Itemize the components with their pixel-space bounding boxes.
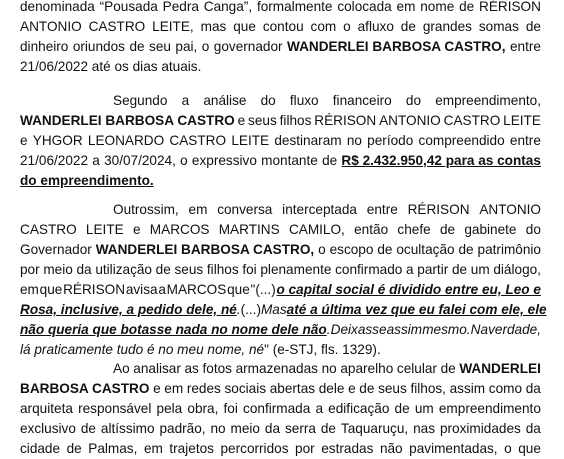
person-name: WANDERLEI BARBOSA CASTRO, xyxy=(287,39,506,54)
paragraph-line xyxy=(20,171,541,191)
quote-emphasis: até a última vez que eu falei com ele, ele xyxy=(286,302,547,317)
paragraph-line: dinheiro oriundos de seu pai, o governador WANDERLEI BARBOSA CASTRO, entre xyxy=(20,37,541,57)
paragraph-line: denominada “Pousada Pedra Canga”, formalmente colocada em nome de RÉRISON xyxy=(20,0,541,14)
amount-highlight: do empreendimento. xyxy=(20,173,154,188)
paragraph-line: WANDERLEI BARBOSA CASTRO e seus filhos RÉRISON ANTONIO CASTRO LEITE xyxy=(20,111,541,131)
paragraph-line: não queria que botasse nada no nome dele não . Deixasse assim mesmo. Na verdade, xyxy=(20,320,541,340)
paragraph-line: exclusivo de altíssimo padrão, no meio da serra de Taquaruçu, nas proximidades da xyxy=(20,421,541,436)
paragraph-line: arquiteta responsável pela obra, foi confirmada a edificação de um empreendimento xyxy=(20,401,541,416)
person-name: WANDERLEI xyxy=(459,361,541,376)
paragraph-line: Ao analisar as fotos armazenadas no aparelho celular de WANDERLEI xyxy=(113,359,541,379)
paragraph-line: lá praticamente tudo é no meu nome, né" (e-STJ, fls. 1329). xyxy=(20,342,381,357)
person-name: WANDERLEI BARBOSA CASTRO, xyxy=(95,242,315,257)
quote-emphasis: Rosa, inclusive, a pedido dele, né xyxy=(20,302,237,317)
paragraph-line: ANTONIO CASTRO LEITE, mas que contou com o afluxo de grandes somas de xyxy=(20,19,541,34)
paragraph-line: Rosa, inclusive, a pedido dele, né . (...) Mas até a última vez que eu falei com ele, ele xyxy=(20,300,541,320)
paragraph-line: BARBOSA CASTRO e em redes sociais abertas dele e de seus filhos, assim como da xyxy=(20,379,541,399)
paragraph-line: cidade de Palmas, em trajetos percorridos por estradas não pavimentadas, o que xyxy=(20,441,541,456)
paragraph-line: e YHGOR LEONARDO CASTRO LEITE destinaram no período compreendido entre xyxy=(20,133,541,148)
paragraph-line: em que RÉRISON avisa a MARCOS que "(...) o capital social é dividido entre eu, Leo e xyxy=(20,280,541,300)
amount-highlight: R$ 2.432.950,42 para as contas xyxy=(341,153,541,168)
paragraph-line: Governador WANDERLEI BARBOSA CASTRO, o escopo de ocultação de patrimônio xyxy=(20,240,541,260)
paragraph-line: 21/06/2022 a 30/07/2024, o expressivo montante de R$ 2.432.950,42 para as contas xyxy=(20,151,541,171)
paragraph-line: CASTRO LEITE e MARCOS MARTINS CAMILO, então chefe de gabinete do xyxy=(20,222,541,237)
quote-emphasis: o capital social é dividido entre eu, Leo e xyxy=(276,282,541,297)
paragraph-line: Outrossim, em conversa interceptada entre RÉRISON ANTONIO xyxy=(113,202,541,217)
person-name: WANDERLEI BARBOSA CASTRO xyxy=(20,113,235,128)
paragraph-line: por meio da utilização de seus filhos foi plenamente confirmado a partir de um diálogo, xyxy=(20,262,541,277)
quote-emphasis: não queria que botasse nada no nome dele não xyxy=(20,322,327,337)
person-name: BARBOSA CASTRO xyxy=(20,381,150,396)
paragraph-line: 21/06/2022 até os dias atuais. xyxy=(20,59,202,74)
paragraph-line: Segundo a análise do fluxo financeiro do empreendimento, xyxy=(113,93,541,108)
